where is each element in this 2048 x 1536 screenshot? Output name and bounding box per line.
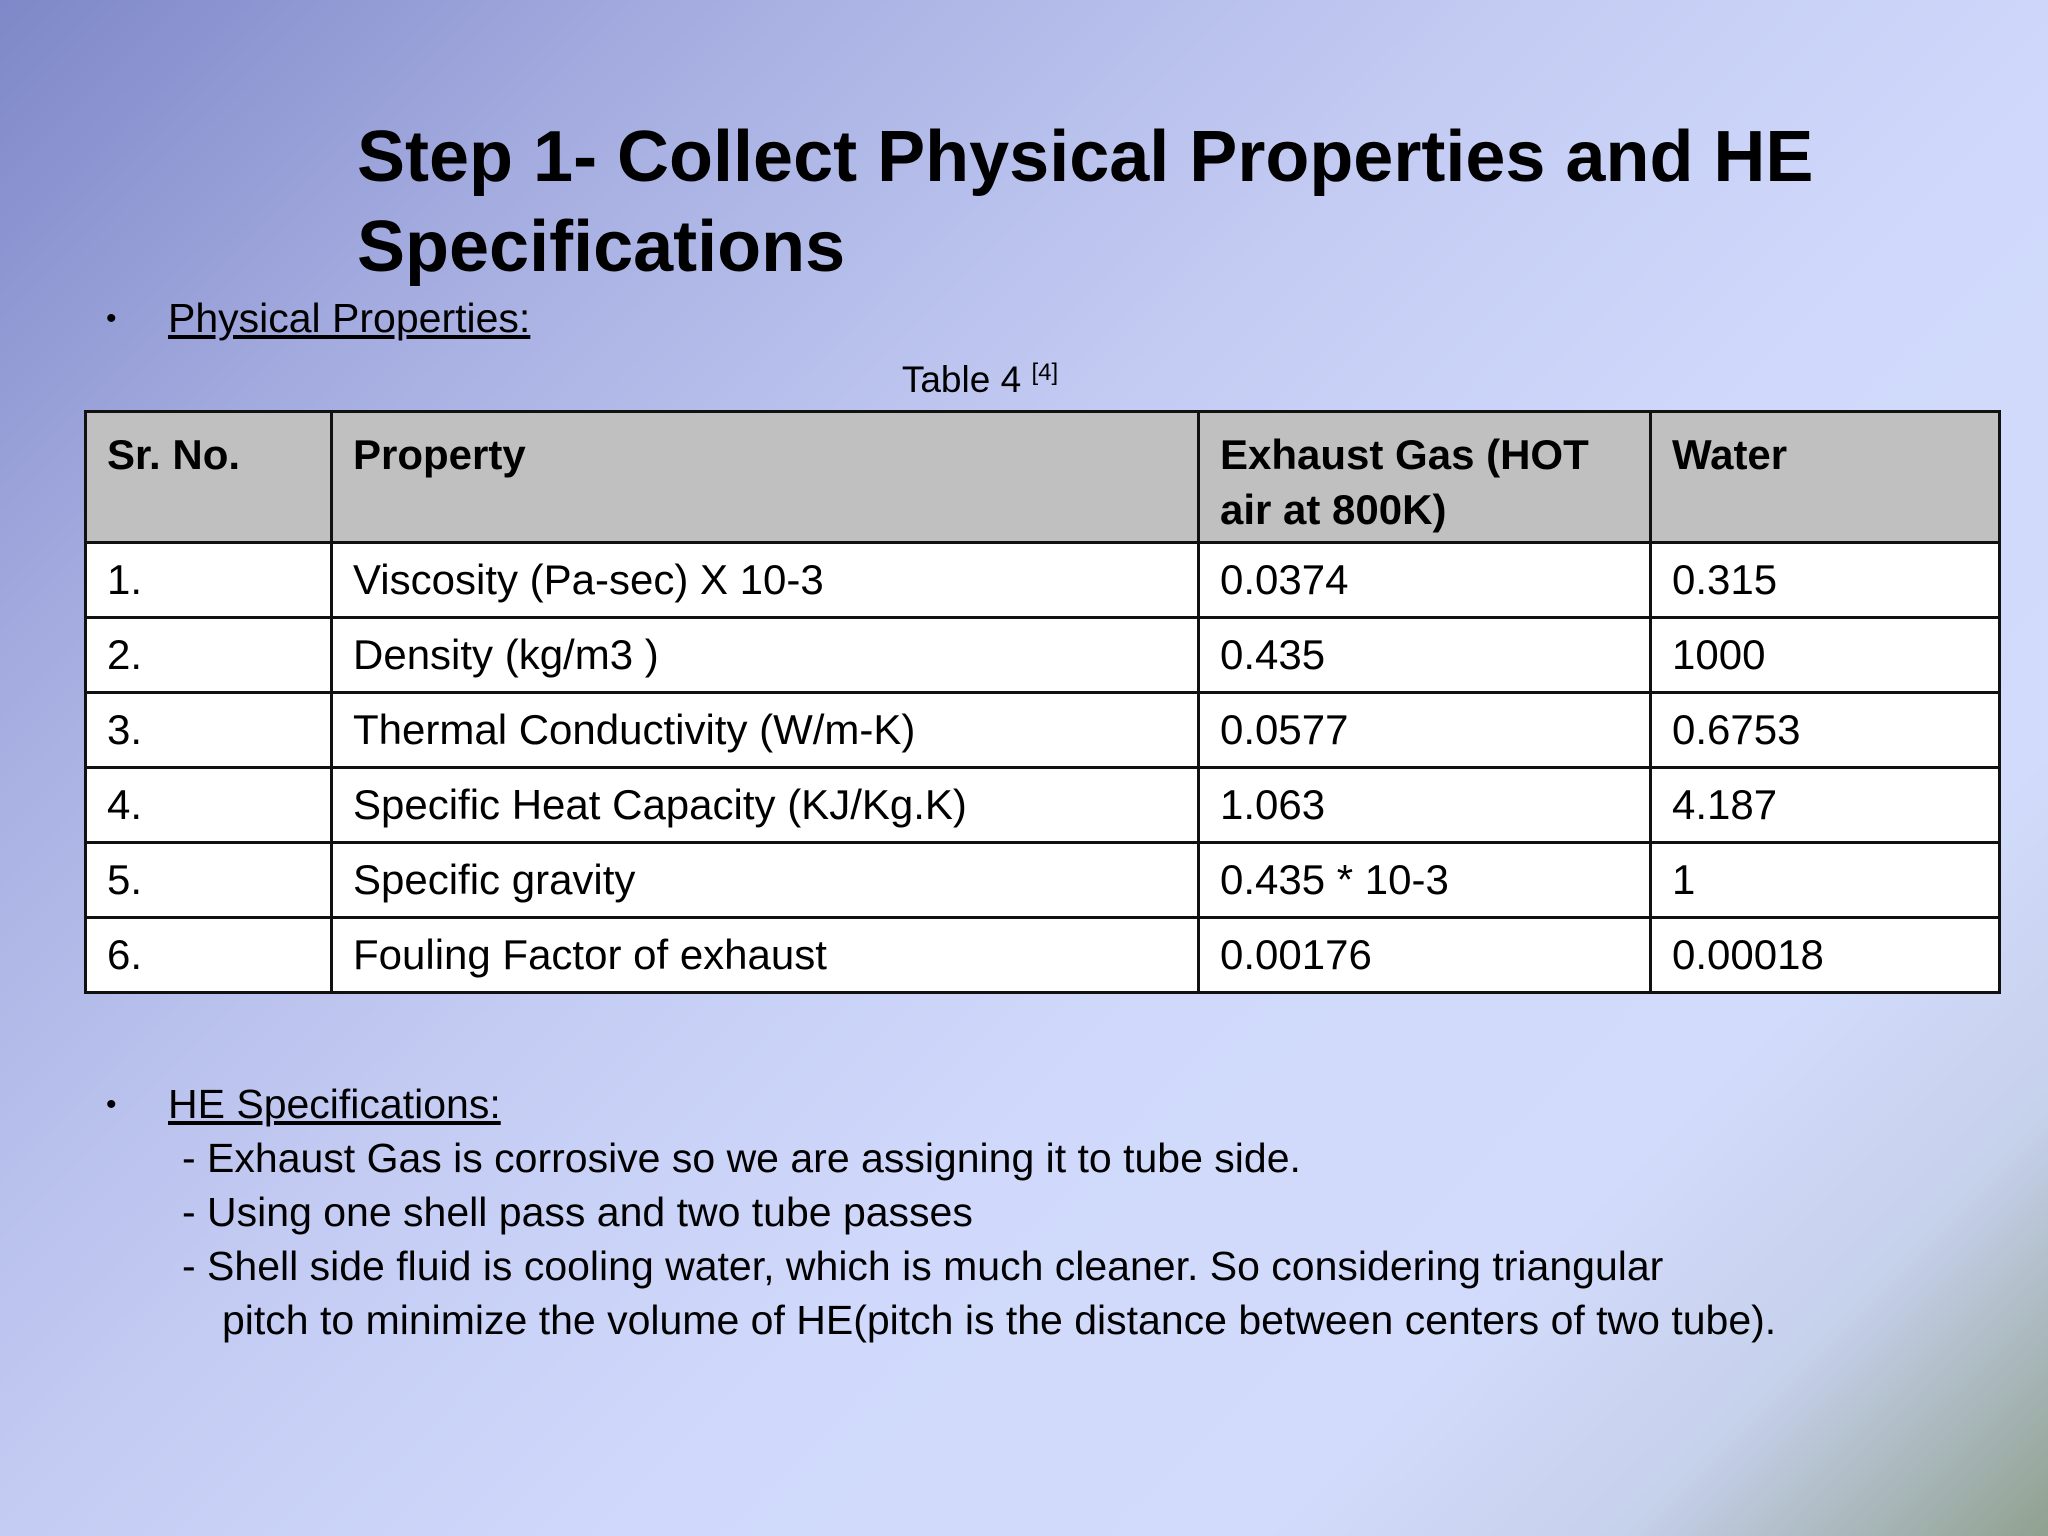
table-row <box>86 618 2000 693</box>
he-specifications-heading: HE Specifications: <box>168 1081 501 1127</box>
cell-sr-no: 4. <box>86 768 332 843</box>
cell-exhaust-gas: 0.0577 <box>1199 693 1651 768</box>
header-property: Property <box>332 412 1199 543</box>
cell-sr-no: 3. <box>86 693 332 768</box>
cell-exhaust-gas: 0.00176 <box>1199 918 1651 993</box>
cell-water: 1 <box>1651 843 2000 918</box>
cell-exhaust-gas: 0.435 <box>1199 618 1651 693</box>
cell-sr-no: 6. <box>86 918 332 993</box>
table-caption-text: Table 4 <box>901 359 1022 400</box>
spec-line: - Using one shell pass and two tube passes <box>182 1189 973 1235</box>
table-header-row <box>86 412 2000 543</box>
table-row <box>86 693 2000 768</box>
cell-exhaust-gas: 1.063 <box>1199 768 1651 843</box>
header-water: Water <box>1651 412 2000 543</box>
bullet-dot: • <box>106 302 117 335</box>
table-caption <box>0 350 1960 403</box>
header-sr-no: Sr. No. <box>86 412 332 543</box>
cell-water: 1000 <box>1651 618 2000 693</box>
bullet-he-specifications <box>106 1079 501 1130</box>
table-row <box>86 543 2000 618</box>
physical-properties-heading: Physical Properties: <box>168 295 531 341</box>
table-row <box>86 843 2000 918</box>
he-specification-list <box>182 1131 1776 1347</box>
slide-title: Step 1- Collect Physical Properties and HE Specifications <box>357 117 1814 287</box>
header-exhaust-gas: Exhaust Gas (HOT air at 800K) <box>1199 412 1651 543</box>
cell-sr-no: 2. <box>86 618 332 693</box>
cell-property: Fouling Factor of exhaust <box>332 918 1199 993</box>
cell-property: Density (kg/m3 ) <box>332 618 1199 693</box>
cell-property: Specific gravity <box>332 843 1199 918</box>
spec-line-continuation: pitch to minimize the volume of HE(pitch is the distance between centers of two tube). <box>222 1297 1777 1343</box>
cell-property: Specific Heat Capacity (KJ/Kg.K) <box>332 768 1199 843</box>
properties-table <box>84 410 2001 994</box>
cell-sr-no: 5. <box>86 843 332 918</box>
cell-exhaust-gas: 0.0374 <box>1199 543 1651 618</box>
cell-sr-no: 1. <box>86 543 332 618</box>
cell-water: 0.315 <box>1651 543 2000 618</box>
spec-line: - Exhaust Gas is corrosive so we are assigning it to tube side. <box>182 1135 1301 1181</box>
cell-exhaust-gas: 0.435 * 10-3 <box>1199 843 1651 918</box>
cell-water: 4.187 <box>1651 768 2000 843</box>
cell-property: Viscosity (Pa-sec) X 10-3 <box>332 543 1199 618</box>
spec-line: - Shell side fluid is cooling water, which is much cleaner. So considering triangular <box>182 1243 1664 1289</box>
bullet-dot: • <box>106 1088 117 1121</box>
table-row <box>86 768 2000 843</box>
cell-water: 0.6753 <box>1651 693 2000 768</box>
cell-property: Thermal Conductivity (W/m-K) <box>332 693 1199 768</box>
bullet-physical-properties <box>106 293 530 344</box>
table-caption-reference: [4] <box>1031 359 1059 386</box>
table-row <box>86 918 2000 993</box>
cell-water: 0.00018 <box>1651 918 2000 993</box>
